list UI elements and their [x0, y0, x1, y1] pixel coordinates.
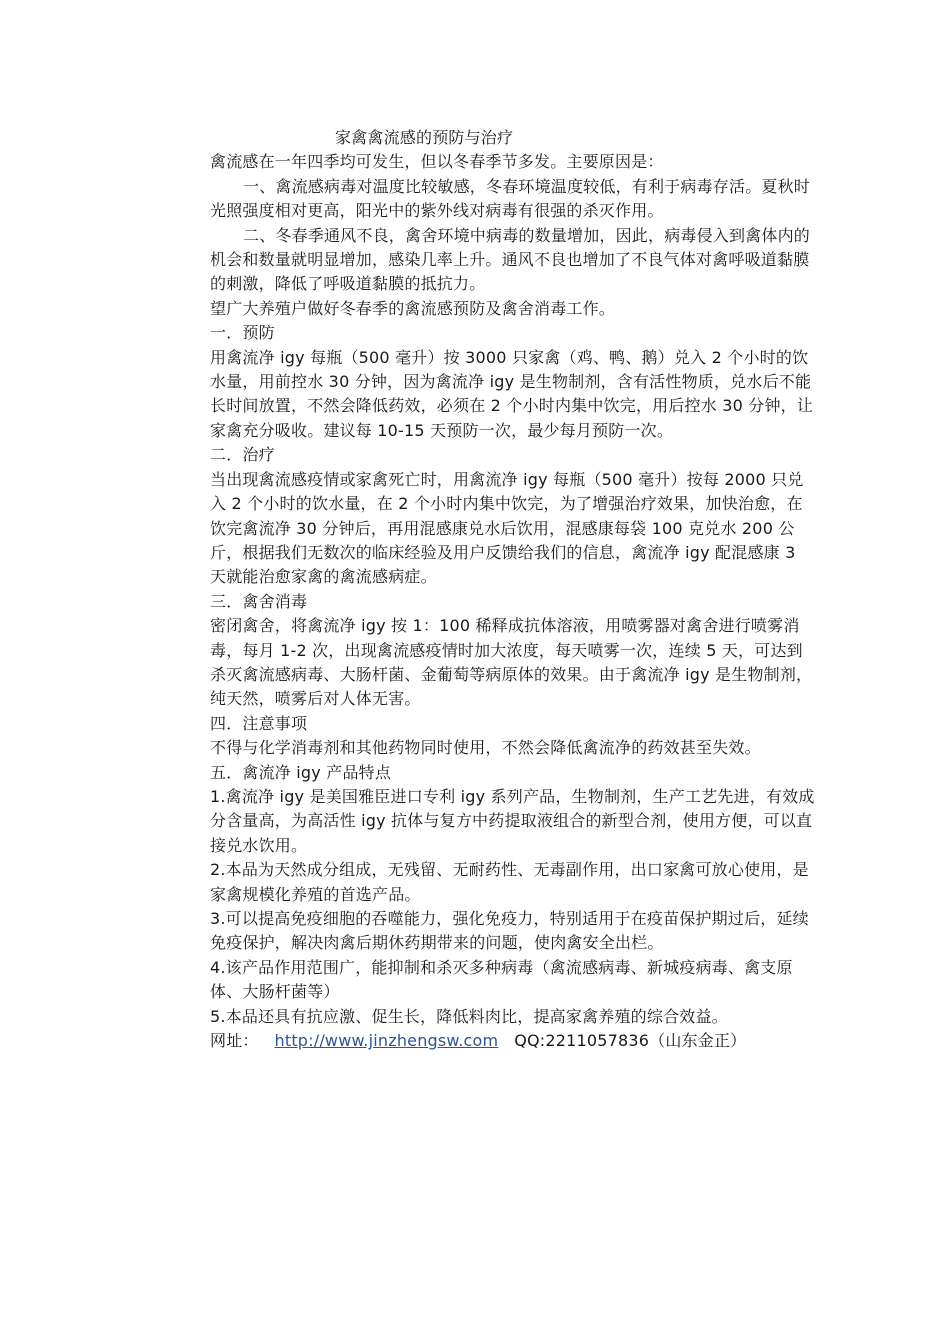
disinfection-body: 密闭禽舍，将禽流净 igy 按 1：100 稀释成抗体溶液，用喷雾器对禽舍进行喷雾消毒，每月 1-2 次，出现禽流感疫情时加大浓度，每天喷雾一次，连续 5 天，可达到杀灭禽流感病毒、大肠杆菌、金葡萄等病原体的效果。由于禽流净 igy 是生物制剂，纯天然，喷雾后对人体无害。: [210, 616, 813, 709]
intro-paragraph: 禽流感在一年四季均可发生，但以冬春季节多发。主要原因是：: [210, 152, 664, 172]
feature-item-5: 5.本品还具有抗应激、促生长，降低料肉比，提高家禽养殖的综合效益。: [210, 1006, 728, 1026]
treatment-heading: 二．治疗: [210, 445, 275, 465]
prevention-heading: 一．预防: [210, 323, 275, 343]
notes-heading: 四．注意事项: [210, 713, 308, 733]
notes-body: 不得与化学消毒剂和其他药物同时使用，不然会降低禽流净的药效甚至失效。: [210, 738, 761, 758]
feature-item-2: 2.本品为天然成分组成，无残留、无耐药性、无毒副作用，出口家禽可放心使用，是家禽规模化养殖的首选产品。: [210, 860, 809, 904]
footer-label: 网址：: [210, 1031, 259, 1051]
reason-paragraph-2: 二、冬春季通风不良，禽舍环境中病毒的数量增加，因此，病毒侵入到禽体内的机会和数量就明显增加，感染几率上升。通风不良也增加了不良气体对禽呼吸道黏膜的刺激，降低了呼吸道黏膜的抵抗力。: [210, 225, 811, 294]
feature-item-4: 4.该产品作用范围广，能抑制和杀灭多种病毒（禽流感病毒、新城疫病毒、禽支原体、大肠杆菌等）: [210, 957, 793, 1002]
contact-info: QQ:2211057836（山东金正）: [514, 1031, 747, 1051]
treatment-body: 当出现禽流感疫情或家禽死亡时，用禽流净 igy 每瓶（500 毫升）按每 2000 只兑入 2 个小时的饮水量，在 2 个小时内集中饮完，为了增强治疗效果，加快治愈，在饮完禽流净 30 分钟后，再用混感康兑水后饮用，混感康每袋 100 克兑水 200 公斤，根据我们无数次的临床经验及用户反馈给我们的信息，禽流净 igy 配混感康 3 天就能治愈家禽的禽流感病症。: [210, 469, 804, 587]
footer-line: [210, 1029, 815, 1053]
features-heading: 五．禽流净 igy 产品特点: [210, 762, 392, 782]
reason-paragraph-1: 一、禽流感病毒对温度比较敏感，冬春环境温度较低，有利于病毒存活。夏秋时光照强度相对更高，阳光中的紫外线对病毒有很强的杀灭作用。: [210, 176, 811, 221]
feature-item-3: 3.可以提高免疫细胞的吞噬能力，强化免疫力，特别适用于在疫苗保护期过后，延续免疫保护，解决肉禽后期休药期带来的问题，使肉禽安全出栏。: [210, 909, 809, 953]
disinfection-heading: 三．禽舍消毒: [210, 591, 308, 611]
call-paragraph: 望广大养殖户做好冬春季的禽流感预防及禽舍消毒工作。: [210, 298, 616, 318]
document-page: [210, 126, 815, 1053]
feature-item-1: 1.禽流净 igy 是美国雅臣进口专利 igy 系列产品，生物制剂，生产工艺先进，有效成分含量高，为高活性 igy 抗体与复方中药提取液组合的新型合剂，使用方便，可以直接兑水饮用。: [210, 786, 815, 855]
website-link[interactable]: http://www.jinzhengsw.com: [274, 1031, 499, 1051]
prevention-body: 用禽流净 igy 每瓶（500 毫升）按 3000 只家禽（鸡、鸭、鹅）兑入 2 个小时的饮水量，用前控水 30 分钟，因为禽流净 igy 是生物制剂，含有活性物质，兑水后不能长时间放置，不然会降低药效，必须在 2 个小时内集中饮完，用后控水 30 分钟，让家禽充分吸收。建议每 10-15 天预防一次，最少每月预防一次。: [210, 347, 814, 440]
document-title: 家禽禽流感的预防与治疗: [335, 128, 514, 147]
